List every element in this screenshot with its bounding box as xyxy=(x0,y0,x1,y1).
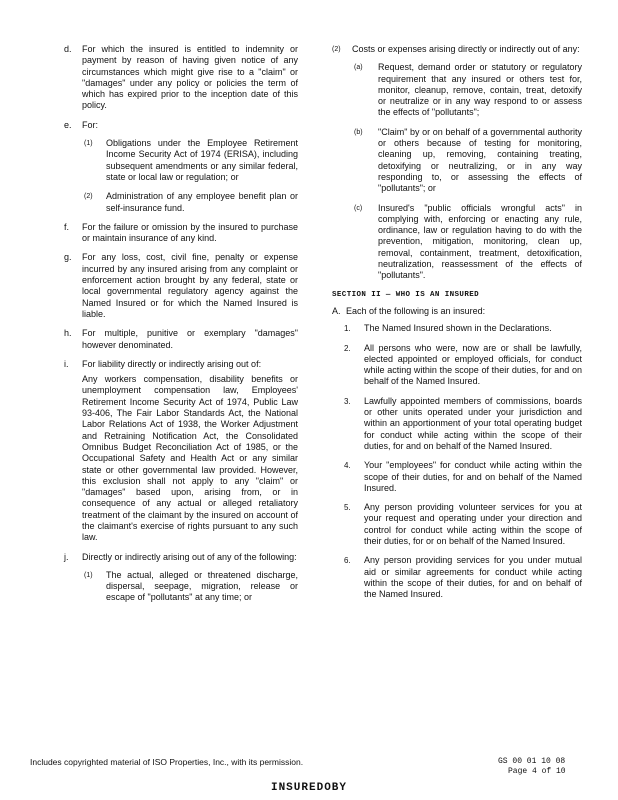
insured-item-2 xyxy=(336,343,582,388)
form-info xyxy=(498,757,566,777)
exclusion-g xyxy=(64,252,298,320)
exclusion-h xyxy=(64,328,298,351)
sub-item xyxy=(82,191,298,214)
section-a xyxy=(332,306,582,317)
item-marker: 3. xyxy=(344,396,351,406)
exclusion-i-paragraph: Any workers compensation, disability benefits or unemployment compensation law, Employees' Retirement Income Security Act of 1974, Public Law 93-406, The Fair Labor Standards Act, the National Labor Relations Act of 1938, the Worker Adjustment and Retraining Notification Act, the Consolidated Omnibus Budget Reconciliation Act of 1985, or the Occupational Safety and Health Act or any similar state or other governmental law provided. However, this exclusion shall not apply to any "claim" or "damages" based upon, arising from, or in consequence of any actual or alleged retaliatory treatment of the claimant by the insured on account of the claimant's exercise of rights pursuant to any such law. xyxy=(82,374,298,543)
item-marker: 1. xyxy=(344,324,351,334)
item-text: Any person providing volunteer services for you at your request and operating under your direction and control for conduct while acting within the scope of their duties, for or on behalf of the Named Insured. xyxy=(364,502,582,546)
item-text: Directly or indirectly arising out of any of the following: xyxy=(82,551,297,562)
insured-item-4 xyxy=(336,460,582,494)
sub-sub-item xyxy=(352,62,582,118)
sub-sub-marker: (a) xyxy=(354,64,363,72)
sub-item xyxy=(82,138,298,183)
item-marker: 5. xyxy=(344,503,351,513)
sub-sub-text: Request, demand order or statutory or regulatory requirement that any insured or others test for, monitor, cleanup, remove, contain, treat, detoxify or neutralize or in any way respond to or assess the effects of "pollutants"; xyxy=(378,62,582,118)
item-marker: h. xyxy=(64,328,72,339)
item-marker: d. xyxy=(64,44,72,54)
left-column xyxy=(64,44,298,612)
sub-text: Obligations under the Employee Retirement Income Security Act of 1974 (ERISA), including subsequent amendments or any similar federal, state or local law or regulation; or xyxy=(106,138,298,182)
sub-sub-marker: (c) xyxy=(354,204,363,212)
sub-sub-marker: (b) xyxy=(354,128,363,136)
item-marker: A. xyxy=(332,305,341,316)
exclusion-j xyxy=(64,552,298,604)
sub-text: The actual, alleged or threatened discharge, dispersal, seepage, migration, release or escape of "pollutants" at any time; or xyxy=(106,569,298,603)
form-number: GS 00 01 10 08 xyxy=(498,757,566,766)
item-marker: f. xyxy=(64,221,70,232)
sub-sub-item xyxy=(352,127,582,195)
brand-watermark: INSUREDOBY xyxy=(270,782,347,794)
item-marker: j. xyxy=(64,551,69,562)
item-marker: 2. xyxy=(344,343,351,353)
section-heading: SECTION II — WHO IS AN INSURED xyxy=(332,290,480,299)
item-text: Lawfully appointed members of commissions, boards or other units operated under your jurisdiction and within an apportionment of your total operating budget for conduct while acting within the scope of their duties, for and on behalf of the Named Insured. xyxy=(364,395,582,451)
sub-marker: (1) xyxy=(84,571,93,579)
item-text: For the failure or omission by the insured to purchase or maintain insurance of any kind. xyxy=(82,221,298,244)
exclusion-e xyxy=(64,120,298,214)
exclusion-f xyxy=(64,222,298,245)
item-text: The Named Insured shown in the Declarations. xyxy=(364,323,552,334)
sub-text: Costs or expenses arising directly or indirectly out of any: xyxy=(352,44,580,54)
item-text: Your "employees" for conduct while acting within the scope of their duties, for and on behalf of the Named Insured. xyxy=(364,460,582,493)
sub-text: Administration of any employee benefit plan or self-insurance fund. xyxy=(106,191,298,213)
copyright-notice: Includes copyrighted material of ISO Properties, Inc., with its permission. xyxy=(30,757,304,767)
item-text: Any person providing services for you under mutual aid or similar agreements for conduct while acting within the scope of their duties, for and on behalf of the Named Insured. xyxy=(364,555,582,600)
item-text: All persons who were, now are or shall be lawfully, elected appointed or employed officials, for conduct while acting within the scope of their duties, for and on behalf of the Named Insured. xyxy=(364,342,582,387)
item-marker: 6. xyxy=(344,556,351,566)
item-text: For which the insured is entitled to indemnity or payment by reason of having given notice of any circumstances which might give rise to a "claim" or "damages" under any policy or policies the term of which has expired prior to the inception date of this policy. xyxy=(82,44,298,111)
page-number: Page 4 of 10 xyxy=(508,767,566,776)
item-marker: e. xyxy=(64,119,72,130)
insured-item-6 xyxy=(336,555,582,600)
exclusion-i xyxy=(64,359,298,544)
right-column xyxy=(332,44,582,608)
sub-sub-text: "Claim" by or on behalf of a governmental authority or others because of testing for monitoring, cleaning up, removing, containing treating, detoxifying or neutralizing, or in any way responding to, or assessing the effects of "pollutants"; or xyxy=(378,126,582,194)
item-text: For liability directly or indirectly arising out of: xyxy=(82,358,262,369)
sub-marker: (1) xyxy=(84,140,93,148)
item-text: For multiple, punitive or exemplary "damages" however denominated. xyxy=(82,328,298,350)
insured-item-3 xyxy=(336,396,582,452)
item-text: For: xyxy=(82,119,99,130)
item-text: Each of the following is an insured: xyxy=(346,305,486,316)
insured-item-1 xyxy=(336,323,582,334)
sub-marker: (2) xyxy=(332,46,341,53)
item-marker: g. xyxy=(64,252,72,263)
exclusion-j-2 xyxy=(332,44,582,282)
sub-sub-item xyxy=(352,203,582,282)
sub-marker: (2) xyxy=(84,193,93,201)
item-marker: i. xyxy=(64,358,69,369)
exclusion-d xyxy=(64,44,298,112)
sub-sub-text: Insured's "public officials wrongful acts" in complying with, enforcing or enacting any rule, ordinance, law or regulation having to do with the prevention, mitigation, monitoring, clean up, removal, containment, treatment, detoxification, neutralization, reassessment of the effects of "pollutants". xyxy=(378,202,582,281)
insured-item-5 xyxy=(336,502,582,547)
sub-item xyxy=(82,570,298,604)
item-marker: 4. xyxy=(344,461,351,471)
item-text: For any loss, cost, civil fine, penalty or expense incurred by any insured arising from any complaint or enforcement action brought by any federal, state or local governmental regulatory agency against the Named Insured or for which the Named Insured is liable. xyxy=(82,252,298,319)
